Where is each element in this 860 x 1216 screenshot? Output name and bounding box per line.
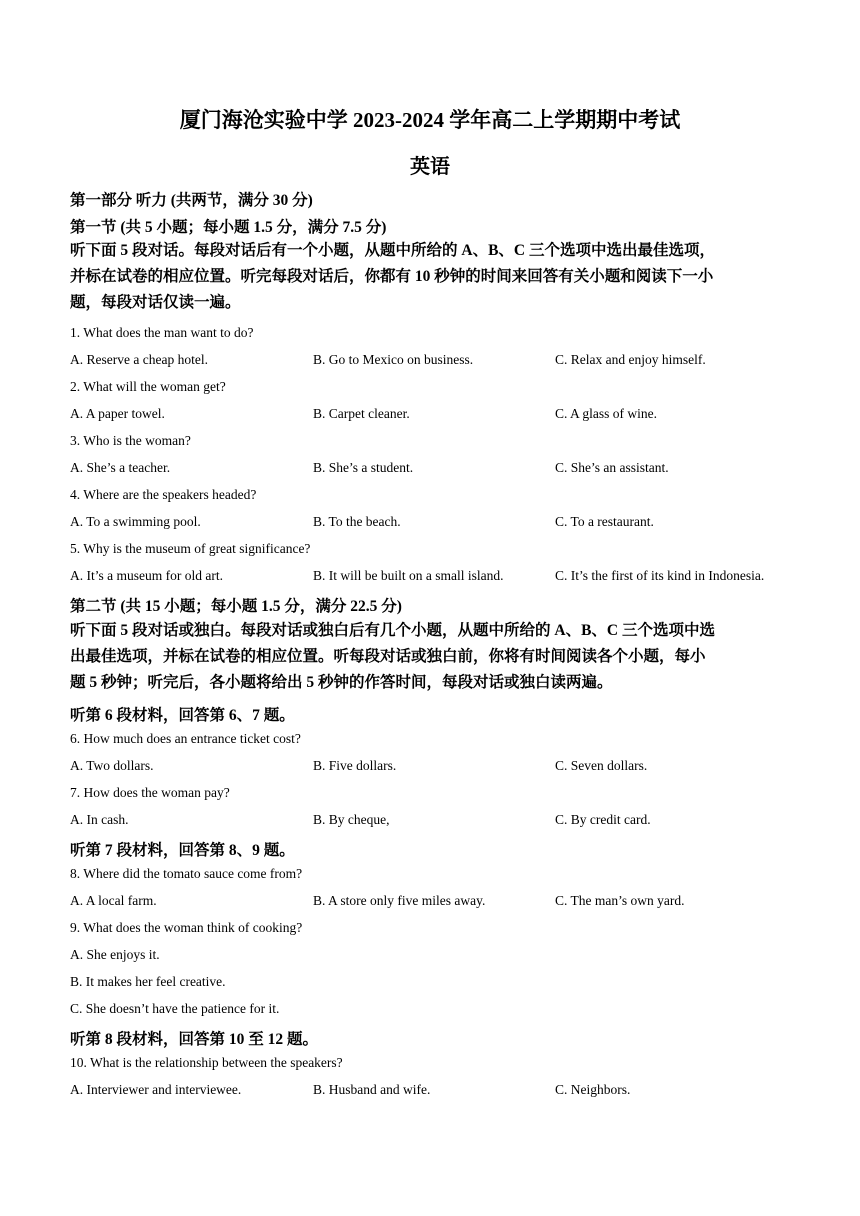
instruction-line: 听下面 5 段对话。每段对话后有一个小题，从题中所给的 A、B、C 三个选项中选出最佳选项， <box>70 242 715 259</box>
option-a: A. Interviewer and interviewee. <box>70 1082 242 1097</box>
question-stem: 5. Why is the museum of great significance? <box>70 541 311 556</box>
section1-instructions <box>70 238 794 316</box>
option-c: C. Neighbors. <box>555 1082 631 1097</box>
question-stem: 4. Where are the speakers headed? <box>70 487 257 502</box>
option-a: A. Two dollars. <box>70 758 154 773</box>
option-b: B. By cheque, <box>313 812 390 827</box>
exam-subject: 英语 <box>410 156 450 178</box>
option-c: C. By credit card. <box>555 812 651 827</box>
question-stem: 10. What is the relationship between the speakers? <box>70 1055 343 1070</box>
option-b: B. Go to Mexico on business. <box>313 352 474 367</box>
exam-title: 厦门海沧实验中学 2023-2024 学年高二上学期期中考试 <box>179 108 681 132</box>
option-b: B. Carpet cleaner. <box>313 406 410 421</box>
option-a: A. Reserve a cheap hotel. <box>70 352 208 367</box>
section2-instructions <box>70 618 794 696</box>
question-stem: 2. What will the woman get? <box>70 379 226 394</box>
option-b: B. It will be built on a small island. <box>313 568 504 583</box>
option-c: C. The man’s own yard. <box>555 893 685 908</box>
option-a: A. It’s a museum for old art. <box>70 568 223 583</box>
section1-header: 第一节 (共 5 小题；每小题 1.5 分，满分 7.5 分) <box>70 219 387 236</box>
part1-header: 第一部分 听力 (共两节，满分 30 分) <box>70 192 313 209</box>
option-c: C. To a restaurant. <box>555 514 654 529</box>
option-b: B. To the beach. <box>313 514 401 529</box>
material-7-header: 听第 7 段材料，回答第 8、9 题。 <box>70 842 295 859</box>
option-b: B. Five dollars. <box>313 758 397 773</box>
option-c: C. Relax and enjoy himself. <box>555 352 706 367</box>
instruction-line: 题，每段对话仅读一遍。 <box>70 294 241 311</box>
question-stem: 9. What does the woman think of cooking? <box>70 920 303 935</box>
option-a: A. She’s a teacher. <box>70 460 171 475</box>
material-6-header: 听第 6 段材料，回答第 6、7 题。 <box>70 707 295 724</box>
option-a: A. To a swimming pool. <box>70 514 201 529</box>
instruction-line: 题 5 秒钟；听完后，各小题将给出 5 秒钟的作答时间，每段对话或独白读两遍。 <box>70 674 613 691</box>
option-b: B. It makes her feel creative. <box>70 974 226 989</box>
question-stem: 6. How much does an entrance ticket cost? <box>70 731 301 746</box>
question-stem: 1. What does the man want to do? <box>70 325 254 340</box>
option-b: B. Husband and wife. <box>313 1082 431 1097</box>
question-stem: 7. How does the woman pay? <box>70 785 230 800</box>
option-a: A. In cash. <box>70 812 129 827</box>
option-c: C. She doesn’t have the patience for it. <box>70 1001 280 1016</box>
option-b: B. She’s a student. <box>313 460 414 475</box>
option-c: C. Seven dollars. <box>555 758 648 773</box>
question-stem: 3. Who is the woman? <box>70 433 191 448</box>
option-a: A. A paper towel. <box>70 406 165 421</box>
section2-header: 第二节 (共 15 小题；每小题 1.5 分，满分 22.5 分) <box>70 598 402 615</box>
option-b: B. A store only five miles away. <box>313 893 486 908</box>
instruction-line: 听下面 5 段对话或独白。每段对话或独白后有几个小题，从题中所给的 A、B、C 三个选项中选 <box>70 622 715 639</box>
option-a: A. A local farm. <box>70 893 157 908</box>
material-8-header: 听第 8 段材料，回答第 10 至 12 题。 <box>70 1031 319 1048</box>
question-stem: 8. Where did the tomato sauce come from? <box>70 866 303 881</box>
instruction-line: 并标在试卷的相应位置。听完每段对话后，你都有 10 秒钟的时间来回答有关小题和阅读下一小 <box>70 268 714 285</box>
instruction-line: 出最佳选项，并标在试卷的相应位置。听每段对话或独白前，你将有时间阅读各个小题，每小 <box>70 648 706 665</box>
option-c: C. A glass of wine. <box>555 406 658 421</box>
option-c: C. She’s an assistant. <box>555 460 669 475</box>
option-a: A. She enjoys it. <box>70 947 160 962</box>
option-c: C. It’s the first of its kind in Indonesia. <box>555 568 765 583</box>
